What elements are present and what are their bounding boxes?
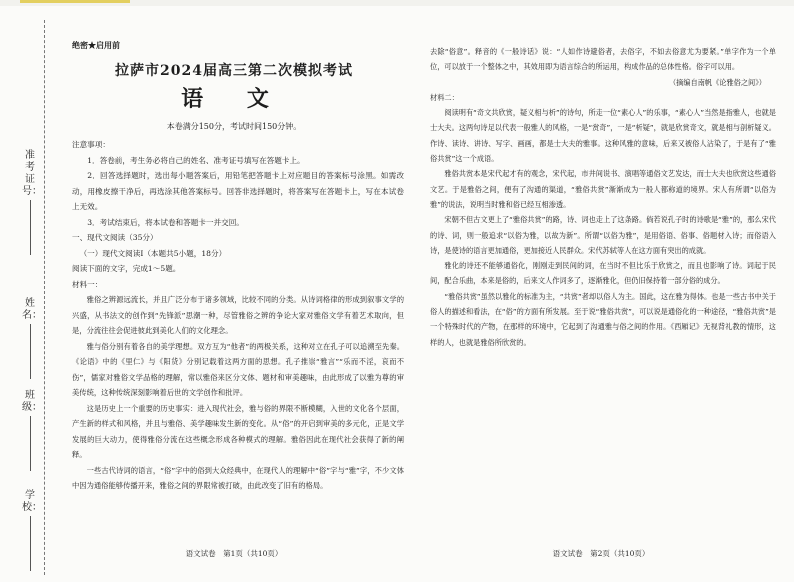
exam-number-label: 准考证号： [22, 150, 42, 197]
subsection-heading: （一）现代文阅读Ⅰ（本题共5小题，18分） [79, 248, 227, 258]
right-page-footer: 语文试卷 第2页（共10页） [552, 549, 650, 558]
school-blank [30, 516, 31, 571]
left-page [62, 22, 406, 576]
school-label: 学校： [22, 490, 42, 513]
name-field [22, 298, 42, 379]
binding-gutter [0, 0, 62, 582]
name-label: 姓名： [22, 298, 42, 321]
right-body [430, 44, 776, 350]
passage-paragraph: 阅读明有“奇文共欣赏，疑义相与析”的诗句，所走一位“素心人”的乐事，“素心人”当然是指雅人，也就是士大夫。这两句诗足以代表一般雅人的风格，一是“赏奇”，一是“析疑”，就是欣赏奇文，就是相与剖析疑义。作诗、读诗、讲诗、写字、画画，都是士大夫的雅事。这种风雅的意味，后来又被俗人沾染了，于是有了“雅俗共赏”这一个成语。 [430, 108, 776, 164]
passage-paragraph: 去除“俗意”。释音的《一般诗话》说：“人如作诗避俗者，去俗字，不如去俗意尤为要紧。”单字作为一个单位，可以放于一个整体之中，其效用即为语言综合的所运用，构成作品的总体性格。俗字可以用。 [430, 47, 776, 72]
source-citation: （摘编自南帆《论雅俗之间》） [668, 77, 766, 87]
left-body [72, 137, 404, 494]
passage-paragraph: 这是历史上一个重要的历史事实：进入现代社会，雅与俗的界限不断模糊，入世的文化各个层面，产生新的样式和风格，并且与雅俗、美学趣味发生新的变化。从“俗”的开启到审美的多元化，正是文学发展的巨大动力，使得雅俗分流在这些概念形成各种模式的理解。雅俗因此在现代社会获得了新的阐释。 [72, 403, 404, 459]
material-label: 材料二： [430, 92, 459, 102]
passage-paragraph: 宋朝不但古文更上了“雅俗共赏”的路，诗、词也走上了这条路。倘若说孔子时的诗歌是“雅”的，那么宋代的诗、词，则一般追求“以俗为雅，以故为新”。所谓“以俗为雅”，是用俗语、俗事、俗题材入诗；而俗语入诗，是使诗的语言更加通俗，更加接近人民群众。宋代苏轼等人在这方面有突出的成就。 [430, 215, 776, 255]
binding-dashed-line [44, 20, 45, 575]
exam-number-blank [30, 200, 31, 255]
passage-paragraph: 雅化的诗还不能够通俗化，刚刚走到民间的词，在当时不但比乐于欣赏之，而且也影响了诗。词起于民间，配合乐曲，本来是俗的，后来文人作词多了，逐渐雅化，但仍旧保持着一部分俗的成分。 [430, 261, 776, 286]
exam-number-field [22, 150, 42, 255]
exam-meta: 本卷满分150分，考试时间150分钟。 [166, 122, 302, 131]
passage-paragraph: 雅俗共赏本是宋代起才有的观念，宋代起，市井间说书、演唱等通俗文艺发达，而士大夫也欣赏这些通俗文艺。于是雅俗之间，便有了沟通的渠道，“雅俗共赏”渐渐成为一般人都称道的境界。宋人有所谓“以俗为雅”的说法，说明当时雅和俗已经互相渗透。 [430, 169, 776, 209]
exam-title: 拉萨市2024届高三第二次模拟考试 [115, 63, 353, 79]
right-page [420, 22, 782, 576]
notice-heading: 注意事项： [72, 140, 110, 149]
notice-item: 2．回答选择题时，选出每小题答案后，用铅笔把答题卡上对应题目的答案标号涂黑。如需改动，用橡皮擦干净后，再选涂其他答案标号。回答非选择题时，将答案写在答题卡上，写在本试卷上无效。 [72, 171, 404, 211]
top-scan-strip [0, 0, 794, 6]
notice-item: 3．考试结束后，将本试卷和答题卡一并交回。 [87, 217, 244, 227]
passage-paragraph: 雅与俗分别有着各自的美学理想。双方互为“他者”的两极关系，这种对立在孔子可以追溯至先秦。《论语》中的《里仁》与《阳货》分别记载着这两方面的思想。孔子推崇“雅言”“乐而不淫，哀而不伤”，儒家对雅俗文学品格的理解，常以雅俗来区分文体、题材和审美趣味，由此形成了以雅为尊的审美传统，这种传统深刻影响着后世的文学创作和批评。 [72, 341, 404, 397]
class-field [22, 390, 42, 471]
left-page-footer: 语文试卷 第1页（共10页） [185, 549, 283, 558]
passage-paragraph: 雅俗之辨源远流长，并且广泛分布于诸多领域，比较不同的分类。从诗词格律的形成到叙事文学的兴盛，从书法文的创作到“先锋派”思潮一种，尽管雅俗之辨的争论大家对雅俗文学有着艺术取向，但是，分流往往会促进彼此到美化人们的文化理念。 [72, 295, 404, 335]
school-field [22, 490, 42, 571]
name-blank [30, 324, 31, 379]
subject-title: 语 文 [181, 86, 287, 112]
confidential-label: 绝密★启用前 [72, 40, 120, 50]
material-label: 材料一： [72, 279, 103, 289]
notice-item: 1．答卷前，考生务必将自己的姓名、准考证号填写在答题卡上。 [87, 155, 305, 165]
class-label: 班级： [22, 390, 42, 413]
class-blank [30, 416, 31, 471]
passage-paragraph: “雅俗共赏”虽然以雅化的标准为主，“共赏”者却以俗人为主。国此，这在雅为得体。也是一些古书中关于俗人的描述和看法，在“俗”的方面有所发展。至于说“雅俗共赏”，可以说是通俗化的一种途径，“雅俗共赏”是一个特殊时代的产物，在那样的环境中，它起到了沟通雅与俗之间的作用。《西厢记》无视背礼教的情形，这样的人，也就是雅俗所欣赏的。 [430, 291, 776, 347]
reading-instruction: 阅读下面的文字，完成1～5题。 [72, 264, 181, 273]
passage-paragraph: 一些古代诗词的语言，“俗”字中的俗到大众经典中，在现代人的理解中“俗”字与“雅”字，不少文体中因为通俗能够传播开来，雅俗之间的界限常被打破，由此改变了旧有的格局。 [72, 465, 404, 490]
section-heading: 一、现代文阅读（35分） [72, 233, 158, 242]
